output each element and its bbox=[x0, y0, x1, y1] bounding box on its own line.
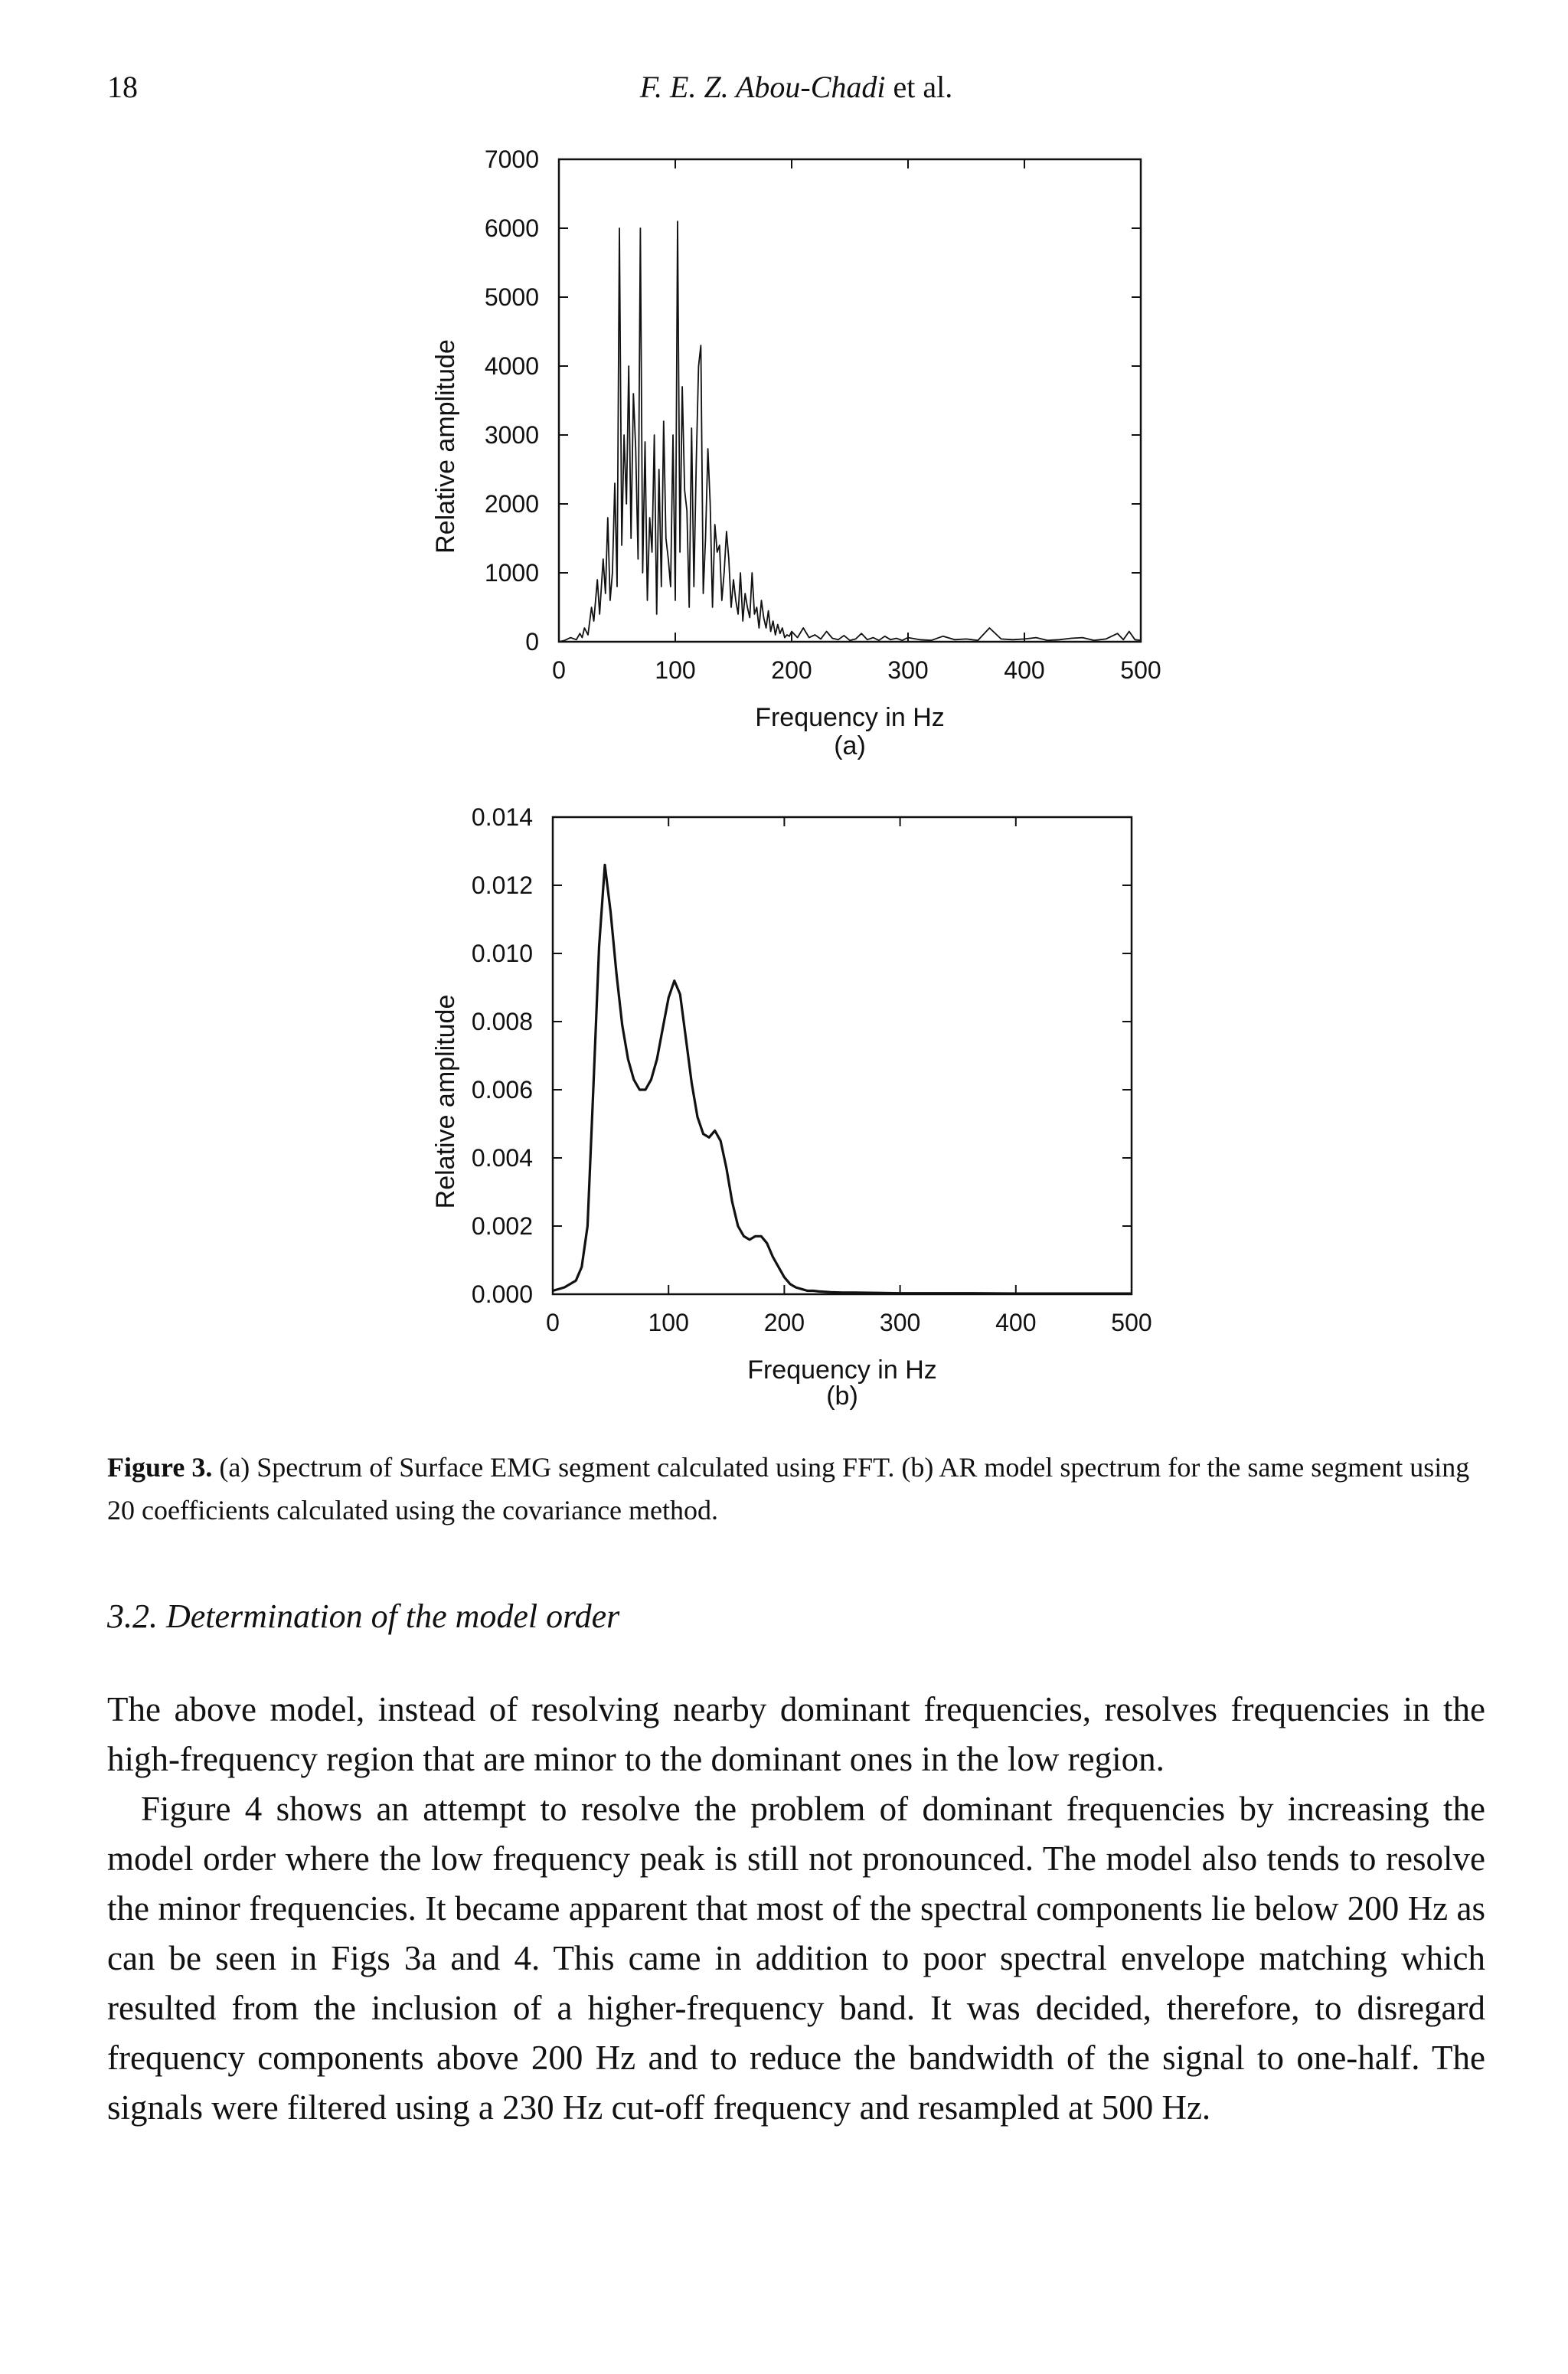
y-tick-label: 0.004 bbox=[471, 1144, 533, 1172]
figure-caption bbox=[107, 1446, 1485, 1532]
y-tick-label: 0.006 bbox=[471, 1076, 533, 1104]
x-tick-label: 400 bbox=[1004, 656, 1045, 684]
y-tick-label: 0 bbox=[525, 628, 539, 656]
y-axis-label: Relative amplitude bbox=[431, 339, 460, 554]
y-tick-label: 7000 bbox=[484, 146, 539, 173]
y-tick-label: 5000 bbox=[484, 283, 539, 311]
x-tick-label: 100 bbox=[655, 656, 696, 684]
x-tick-label: 400 bbox=[995, 1309, 1037, 1336]
y-tick-label: 3000 bbox=[484, 421, 539, 449]
y-tick-label: 0.002 bbox=[471, 1212, 533, 1240]
y-tick-label: 0.000 bbox=[471, 1280, 533, 1308]
page-number: 18 bbox=[107, 70, 138, 104]
y-tick-label: 0.010 bbox=[471, 940, 533, 967]
panel-label: (b) bbox=[826, 1382, 858, 1411]
y-tick-label: 0.012 bbox=[471, 871, 533, 899]
x-tick-label: 500 bbox=[1111, 1309, 1152, 1336]
x-tick-label: 200 bbox=[763, 1309, 805, 1336]
figure-caption-label: Figure 3. bbox=[107, 1452, 213, 1483]
y-tick-label: 1000 bbox=[484, 559, 539, 587]
y-axis-label: Relative amplitude bbox=[431, 994, 460, 1209]
figure-caption-text: (a) Spectrum of Surface EMG segment calculated using FFT. (b) AR model spectrum for the same segment using 20 coefficients calculated using the covariance method. bbox=[107, 1452, 1470, 1525]
spectrum-line-0 bbox=[559, 221, 1141, 642]
x-axis-label: Frequency in Hz bbox=[755, 703, 945, 732]
y-tick-label: 6000 bbox=[484, 214, 539, 242]
running-head-authors: F. E. Z. Abou-Chadi bbox=[639, 70, 886, 104]
section-heading: 3.2. Determination of the model order bbox=[107, 1597, 620, 1635]
plot-frame-1 bbox=[553, 817, 1132, 1294]
spectrum-line-1 bbox=[553, 865, 1132, 1293]
paragraph: The above model, instead of resolving nearby dominant frequencies, resolves frequencies in the high-frequency region that are minor to the dominant ones in the low region. bbox=[107, 1690, 1485, 1778]
plot-frame-0 bbox=[559, 159, 1141, 642]
x-tick-label: 0 bbox=[552, 656, 566, 684]
y-tick-label: 0.014 bbox=[471, 803, 533, 831]
x-tick-label: 300 bbox=[887, 656, 929, 684]
x-tick-label: 200 bbox=[771, 656, 812, 684]
x-axis-label: Frequency in Hz bbox=[747, 1355, 937, 1385]
running-head-etal: et al. bbox=[893, 70, 953, 104]
x-tick-label: 0 bbox=[546, 1309, 560, 1336]
x-tick-label: 100 bbox=[648, 1309, 689, 1336]
panel-label: (a) bbox=[834, 731, 866, 760]
y-tick-label: 4000 bbox=[484, 352, 539, 380]
x-tick-label: 300 bbox=[879, 1309, 921, 1336]
x-tick-label: 500 bbox=[1120, 656, 1161, 684]
paragraph: Figure 4 shows an attempt to resolve the problem of dominant frequencies by increasing the model order where the low frequency peak is still not pronounced. The model also tends to resolve the minor frequencies. It became apparent that most of the spectral components lie below 200 Hz as can be seen in Figs 3a and 4. This came in addition to poor spectral envelope matching which resulted from the inclusion of a higher-frequency band. It was decided, therefore, to disregard frequency components above 200 Hz and to reduce the bandwidth of the signal to one-half. The signals were filtered using a 230 Hz cut-off frequency and resampled at 500 Hz. bbox=[107, 1790, 1485, 2127]
body-text bbox=[107, 1685, 1485, 2133]
y-tick-label: 2000 bbox=[484, 490, 539, 518]
y-tick-label: 0.008 bbox=[471, 1008, 533, 1035]
